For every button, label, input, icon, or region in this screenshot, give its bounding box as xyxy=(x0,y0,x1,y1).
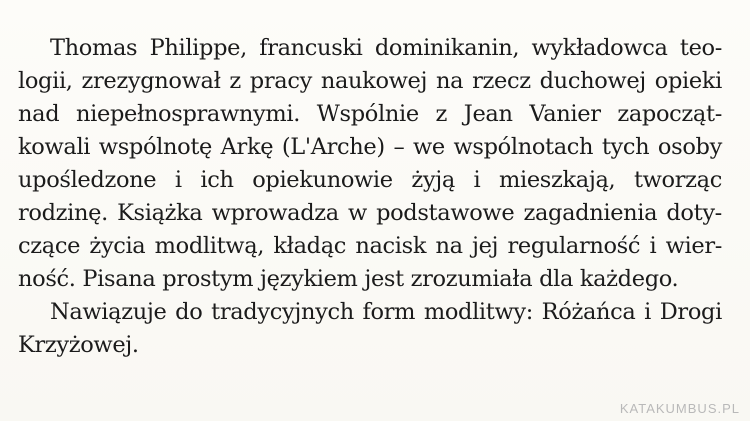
word: i xyxy=(473,167,481,193)
word: jej xyxy=(471,233,499,259)
word: duchowej xyxy=(539,68,646,94)
word: form xyxy=(362,299,416,325)
text-line xyxy=(18,131,722,164)
text-line xyxy=(18,197,722,230)
word: opieki xyxy=(654,68,722,94)
word: regularność xyxy=(507,233,641,259)
word: tradycyjnych xyxy=(211,299,354,325)
word: niepełnosprawnymi. xyxy=(76,101,301,127)
word: nad xyxy=(18,101,60,127)
text-line: ność. Pisana prostym językiem jest zrozumiała dla każdego. xyxy=(18,266,679,292)
text-line xyxy=(18,164,722,197)
word: wier- xyxy=(665,233,722,259)
word: doty- xyxy=(666,200,722,226)
text-line xyxy=(18,98,722,131)
text-line: Krzyżowej. xyxy=(18,332,139,358)
word: na xyxy=(435,233,463,259)
word: żyją xyxy=(411,167,455,193)
book-description xyxy=(18,32,722,362)
word: wspólnotę xyxy=(98,134,212,160)
word: naukowej xyxy=(320,68,428,94)
word: modlitwy: xyxy=(423,299,533,325)
word: Nawiązuje xyxy=(50,299,167,325)
text-line xyxy=(18,296,722,329)
word: – xyxy=(393,134,405,160)
word: podstawowe xyxy=(376,200,515,226)
word: teo- xyxy=(679,35,722,61)
word: tych xyxy=(601,134,650,160)
word: upośledzone xyxy=(18,167,157,193)
word: do xyxy=(175,299,203,325)
word: Arkę xyxy=(220,134,274,160)
word: opiekunowie xyxy=(252,167,393,193)
word: i xyxy=(649,233,657,259)
word: zagadnienia xyxy=(523,200,658,226)
word: Różańca xyxy=(541,299,636,325)
word: osoby xyxy=(657,134,722,160)
text-line xyxy=(18,230,722,263)
word: wykładowca xyxy=(531,35,668,61)
word: zapocząt- xyxy=(617,101,722,127)
word: ich xyxy=(200,167,234,193)
word: logii, xyxy=(18,68,73,94)
word: wprowadza xyxy=(211,200,339,226)
word: w xyxy=(347,200,367,226)
word: na xyxy=(436,68,464,94)
word: czące xyxy=(18,233,81,259)
word: Vanier xyxy=(529,101,601,127)
word: Jean xyxy=(463,101,513,127)
word: modlitwą, xyxy=(154,233,265,259)
word: mieszkają, xyxy=(499,167,616,193)
word: Książka xyxy=(117,200,203,226)
word: wspólnotach xyxy=(453,134,594,160)
word: Thomas xyxy=(50,35,138,61)
word: Drogi xyxy=(659,299,722,325)
word: kowali xyxy=(18,134,91,160)
word: nacisk xyxy=(355,233,427,259)
word: z xyxy=(229,68,241,94)
word: we xyxy=(412,134,445,160)
word: życia xyxy=(89,233,146,259)
word: Philippe, xyxy=(149,35,247,61)
word: pracy xyxy=(249,68,312,94)
word: kładąc xyxy=(273,233,347,259)
word: i xyxy=(174,167,182,193)
watermark: KATAKUMBUS.PL xyxy=(619,401,740,416)
text-line xyxy=(18,65,722,98)
word: francuski xyxy=(259,35,363,61)
word: z xyxy=(435,101,448,127)
word: tworząc xyxy=(633,167,722,193)
text-line xyxy=(18,32,722,65)
word: (L'Arche) xyxy=(281,134,385,160)
word: rzecz xyxy=(472,68,531,94)
word: Wspólnie xyxy=(316,101,419,127)
word: zrezygnował xyxy=(81,68,221,94)
word: i xyxy=(644,299,652,325)
word: rodzinę. xyxy=(18,200,108,226)
word: dominikanin, xyxy=(374,35,520,61)
